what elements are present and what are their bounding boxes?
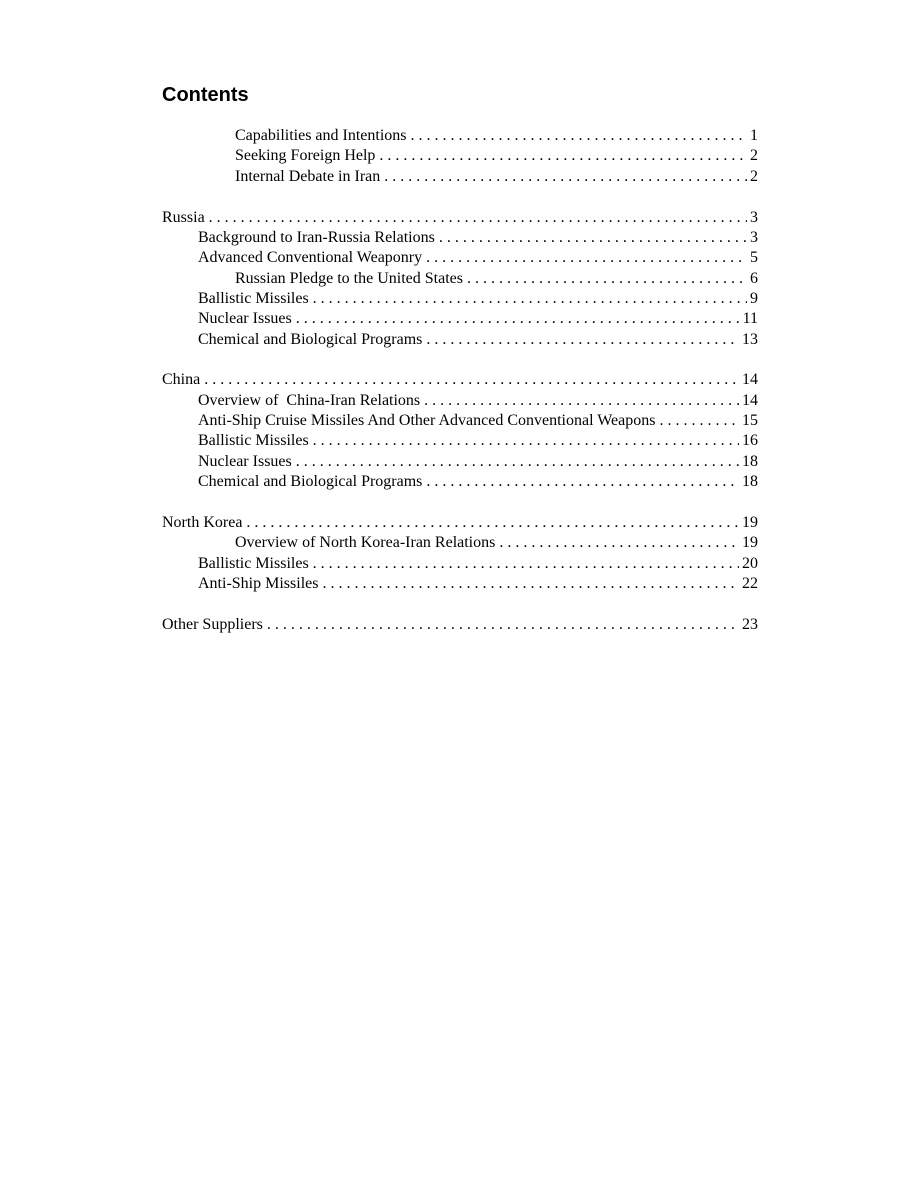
toc-entry-page: 19 <box>742 514 758 531</box>
toc-entry[interactable] <box>162 370 758 390</box>
dot-leader <box>424 391 739 411</box>
dot-leader <box>426 248 747 268</box>
toc-entry-page: 18 <box>742 473 758 491</box>
toc-entry[interactable] <box>162 391 758 411</box>
toc-entry[interactable] <box>162 146 758 166</box>
toc-entry-label: Advanced Conventional Weaponry <box>198 249 423 267</box>
toc-entry-label: Nuclear Issues <box>198 452 292 470</box>
toc-entry-page: 19 <box>742 534 758 552</box>
toc-entry-label: Chemical and Biological Programs <box>198 330 423 348</box>
toc-entry[interactable] <box>162 309 758 329</box>
dot-leader <box>659 411 739 431</box>
toc-entry-page: 20 <box>742 554 758 572</box>
toc-entry-page: 23 <box>742 615 758 633</box>
toc-entry-label: Ballistic Missiles <box>198 554 309 572</box>
toc-entry-page: 15 <box>742 412 758 430</box>
toc-entry-label: China <box>162 371 201 389</box>
toc-entry-label: Background to Iran-Russia Relations <box>198 228 435 246</box>
toc-entry[interactable] <box>162 431 758 451</box>
page-title: Contents <box>162 84 249 106</box>
dot-leader <box>467 269 747 289</box>
toc-entry-label: Anti-Ship Missiles <box>198 575 319 593</box>
toc-entry-label: Overview of North Korea-Iran Relations <box>235 534 496 552</box>
toc-entry-label: Ballistic Missiles <box>198 432 309 450</box>
toc-entry[interactable] <box>162 411 758 431</box>
toc-entry-label: Anti-Ship Cruise Missiles And Other Advanced Conventional Weapons <box>198 412 656 430</box>
toc-entry[interactable] <box>162 615 758 635</box>
toc-entry-label: Ballistic Missiles <box>198 289 309 307</box>
dot-leader <box>411 126 747 146</box>
dot-leader <box>313 289 747 309</box>
dot-leader <box>296 452 739 472</box>
toc-entry-page: 18 <box>742 452 758 470</box>
toc-entry-label: Overview of China-Iran Relations <box>198 391 421 409</box>
table-of-contents <box>162 126 758 656</box>
toc-entry-page: 2 <box>750 147 758 165</box>
toc-entry-label: Capabilities and Intentions <box>235 127 407 144</box>
toc-entry-page: 5 <box>750 249 758 267</box>
dot-leader <box>313 554 739 574</box>
toc-entry-page: 1 <box>750 127 758 144</box>
toc-group-russia <box>162 208 758 350</box>
toc-entry[interactable] <box>162 289 758 309</box>
toc-entry-page: 2 <box>750 167 758 185</box>
toc-entry-page: 14 <box>742 371 758 389</box>
toc-entry[interactable] <box>162 452 758 472</box>
toc-entry-page: 11 <box>742 310 758 328</box>
toc-entry-label: Russian Pledge to the United States <box>235 269 463 287</box>
toc-entry-page: 9 <box>750 289 758 307</box>
toc-entry[interactable] <box>162 167 758 187</box>
toc-entry-label: Internal Debate in Iran <box>235 167 381 185</box>
dot-leader <box>322 574 739 594</box>
toc-entry[interactable] <box>162 269 758 289</box>
dot-leader <box>439 228 747 248</box>
toc-group-other-suppliers <box>162 615 758 635</box>
toc-entry-page: 13 <box>742 330 758 348</box>
toc-entry[interactable] <box>162 248 758 268</box>
dot-leader <box>379 146 747 166</box>
toc-entry-page: 16 <box>742 432 758 450</box>
dot-leader <box>209 208 747 228</box>
toc-group-china <box>162 370 758 492</box>
toc-entry[interactable] <box>162 126 758 146</box>
dot-leader <box>204 370 739 390</box>
toc-entry[interactable] <box>162 554 758 574</box>
dot-leader <box>499 533 739 553</box>
toc-entry[interactable] <box>162 574 758 594</box>
dot-leader <box>313 431 739 451</box>
toc-entry-page: 6 <box>750 269 758 287</box>
toc-entry[interactable] <box>162 533 758 553</box>
toc-entry-label: Russia <box>162 208 205 226</box>
toc-entry-page: 3 <box>750 228 758 246</box>
toc-entry-page: 3 <box>750 208 758 226</box>
dot-leader <box>426 472 739 492</box>
toc-entry[interactable] <box>162 208 758 228</box>
toc-entry-page: 22 <box>742 575 758 593</box>
toc-entry[interactable] <box>162 513 758 533</box>
dot-leader <box>267 615 739 635</box>
toc-entry-page: 14 <box>742 391 758 409</box>
toc-entry-label: Other Suppliers <box>162 615 263 633</box>
dot-leader <box>246 513 739 533</box>
dot-leader <box>296 309 740 329</box>
toc-entry-label: North Korea <box>162 514 243 531</box>
toc-group-intro <box>162 126 758 187</box>
toc-entry[interactable] <box>162 472 758 492</box>
toc-group-north-korea <box>162 513 758 594</box>
toc-entry[interactable] <box>162 228 758 248</box>
toc-entry-label: Seeking Foreign Help <box>235 147 376 165</box>
toc-entry-label: Nuclear Issues <box>198 310 292 328</box>
dot-leader <box>426 330 739 350</box>
toc-entry-label: Chemical and Biological Programs <box>198 473 423 491</box>
toc-entry[interactable] <box>162 330 758 350</box>
dot-leader <box>384 167 747 187</box>
